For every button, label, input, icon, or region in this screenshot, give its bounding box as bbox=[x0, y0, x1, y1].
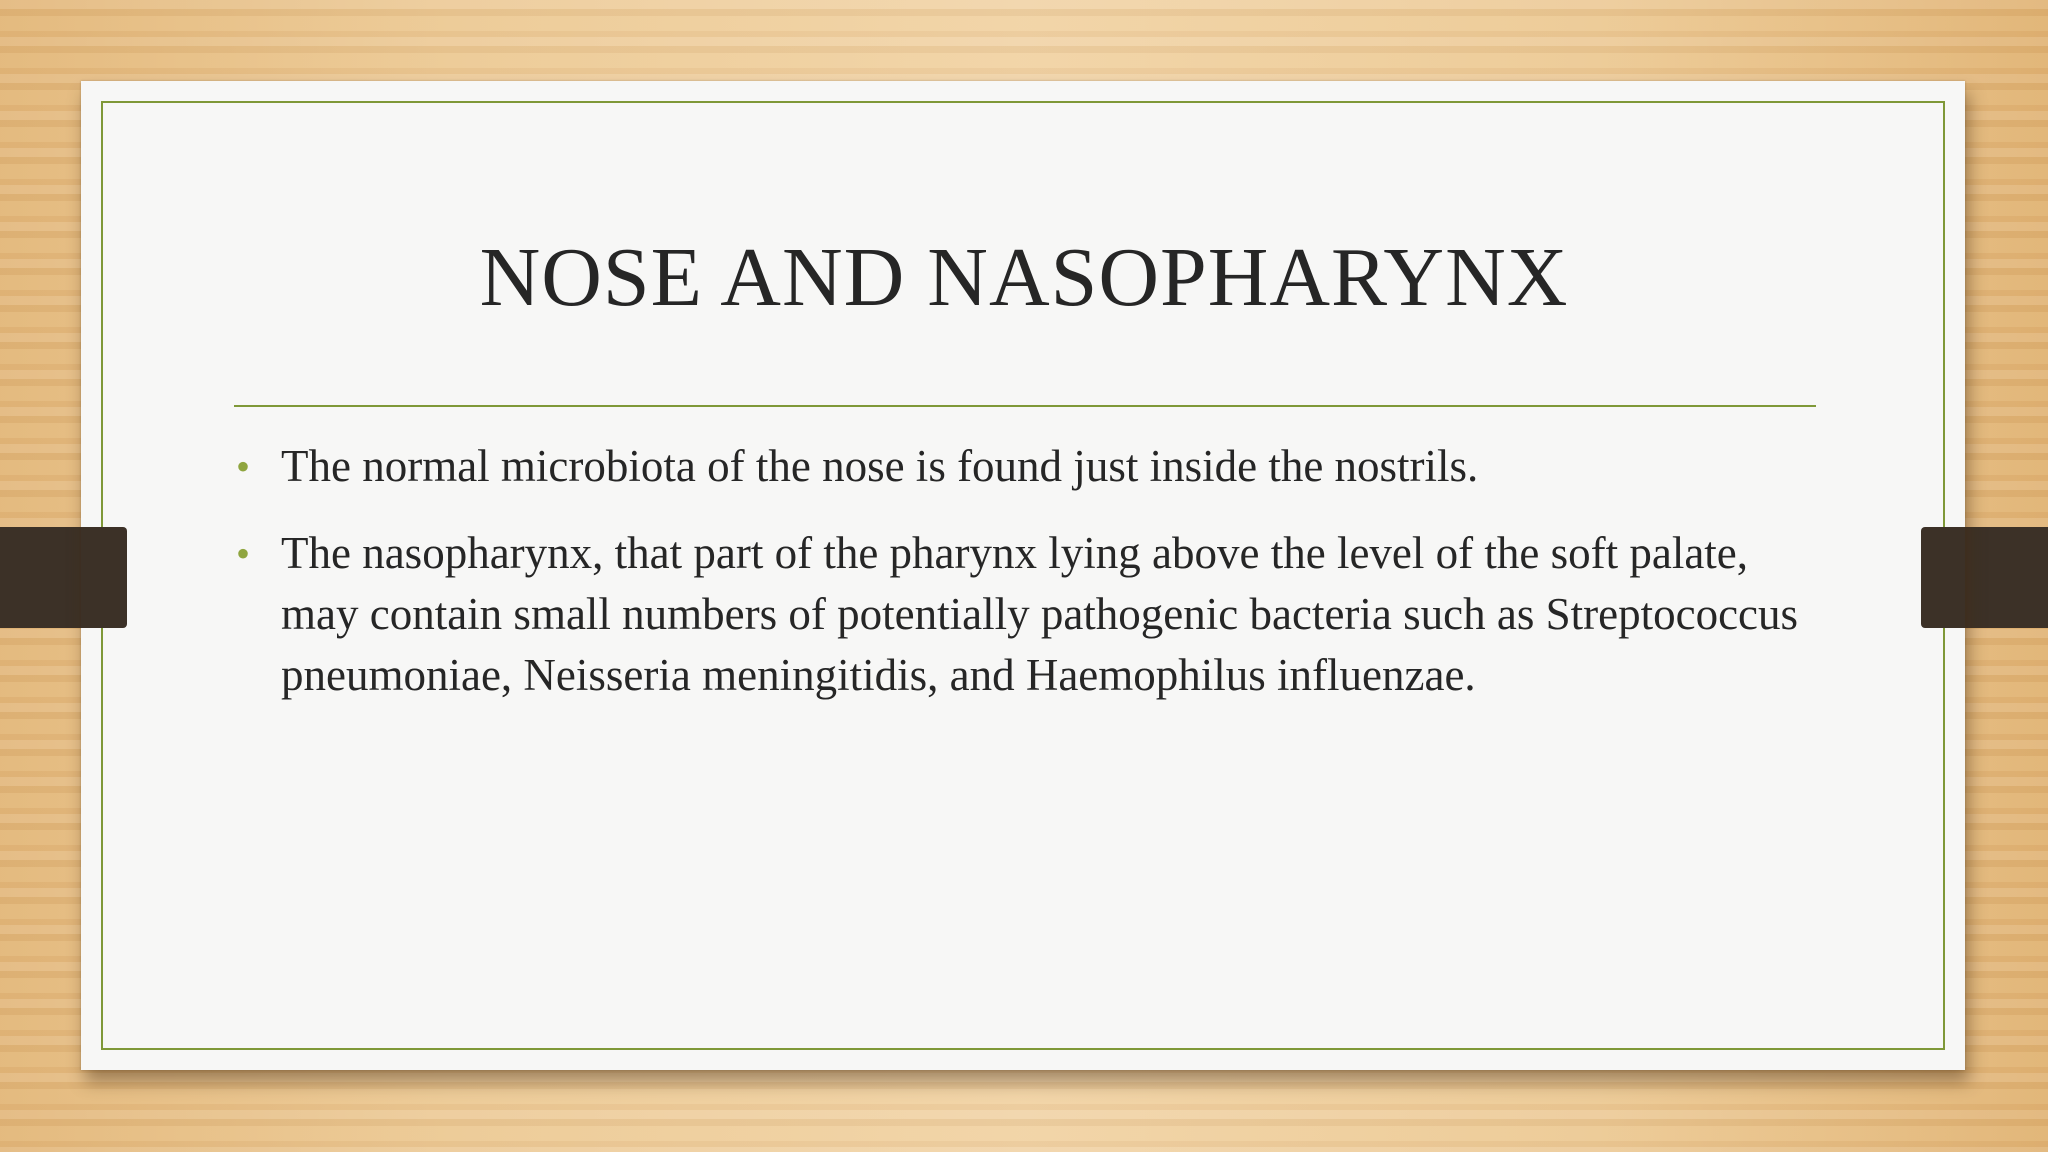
title-divider bbox=[234, 405, 1816, 407]
bullet-item bbox=[236, 523, 1826, 706]
bullet-marker-icon: • bbox=[236, 531, 251, 576]
slide-title: NOSE AND NASOPHARYNX bbox=[479, 231, 1569, 324]
left-binder-clip bbox=[0, 527, 81, 628]
right-binder-clip-overlay bbox=[1921, 527, 1965, 628]
bullet-marker-icon: • bbox=[236, 444, 251, 489]
bullet-text: The normal microbiota of the nose is found just inside the nostrils. bbox=[281, 441, 1479, 491]
bullet-list bbox=[236, 436, 1826, 732]
bullet-text: The nasopharynx, that part of the pharynx lying above the level of the soft palate, may contain small numbers of potentially pathogenic bacteria such as Streptococcus pneumoniae, Neisseria meningitidis, and Haemophilus influenzae. bbox=[281, 528, 1799, 700]
left-binder-clip-overlay bbox=[81, 527, 127, 628]
right-binder-clip bbox=[1965, 527, 2048, 628]
bullet-item bbox=[236, 436, 1826, 497]
